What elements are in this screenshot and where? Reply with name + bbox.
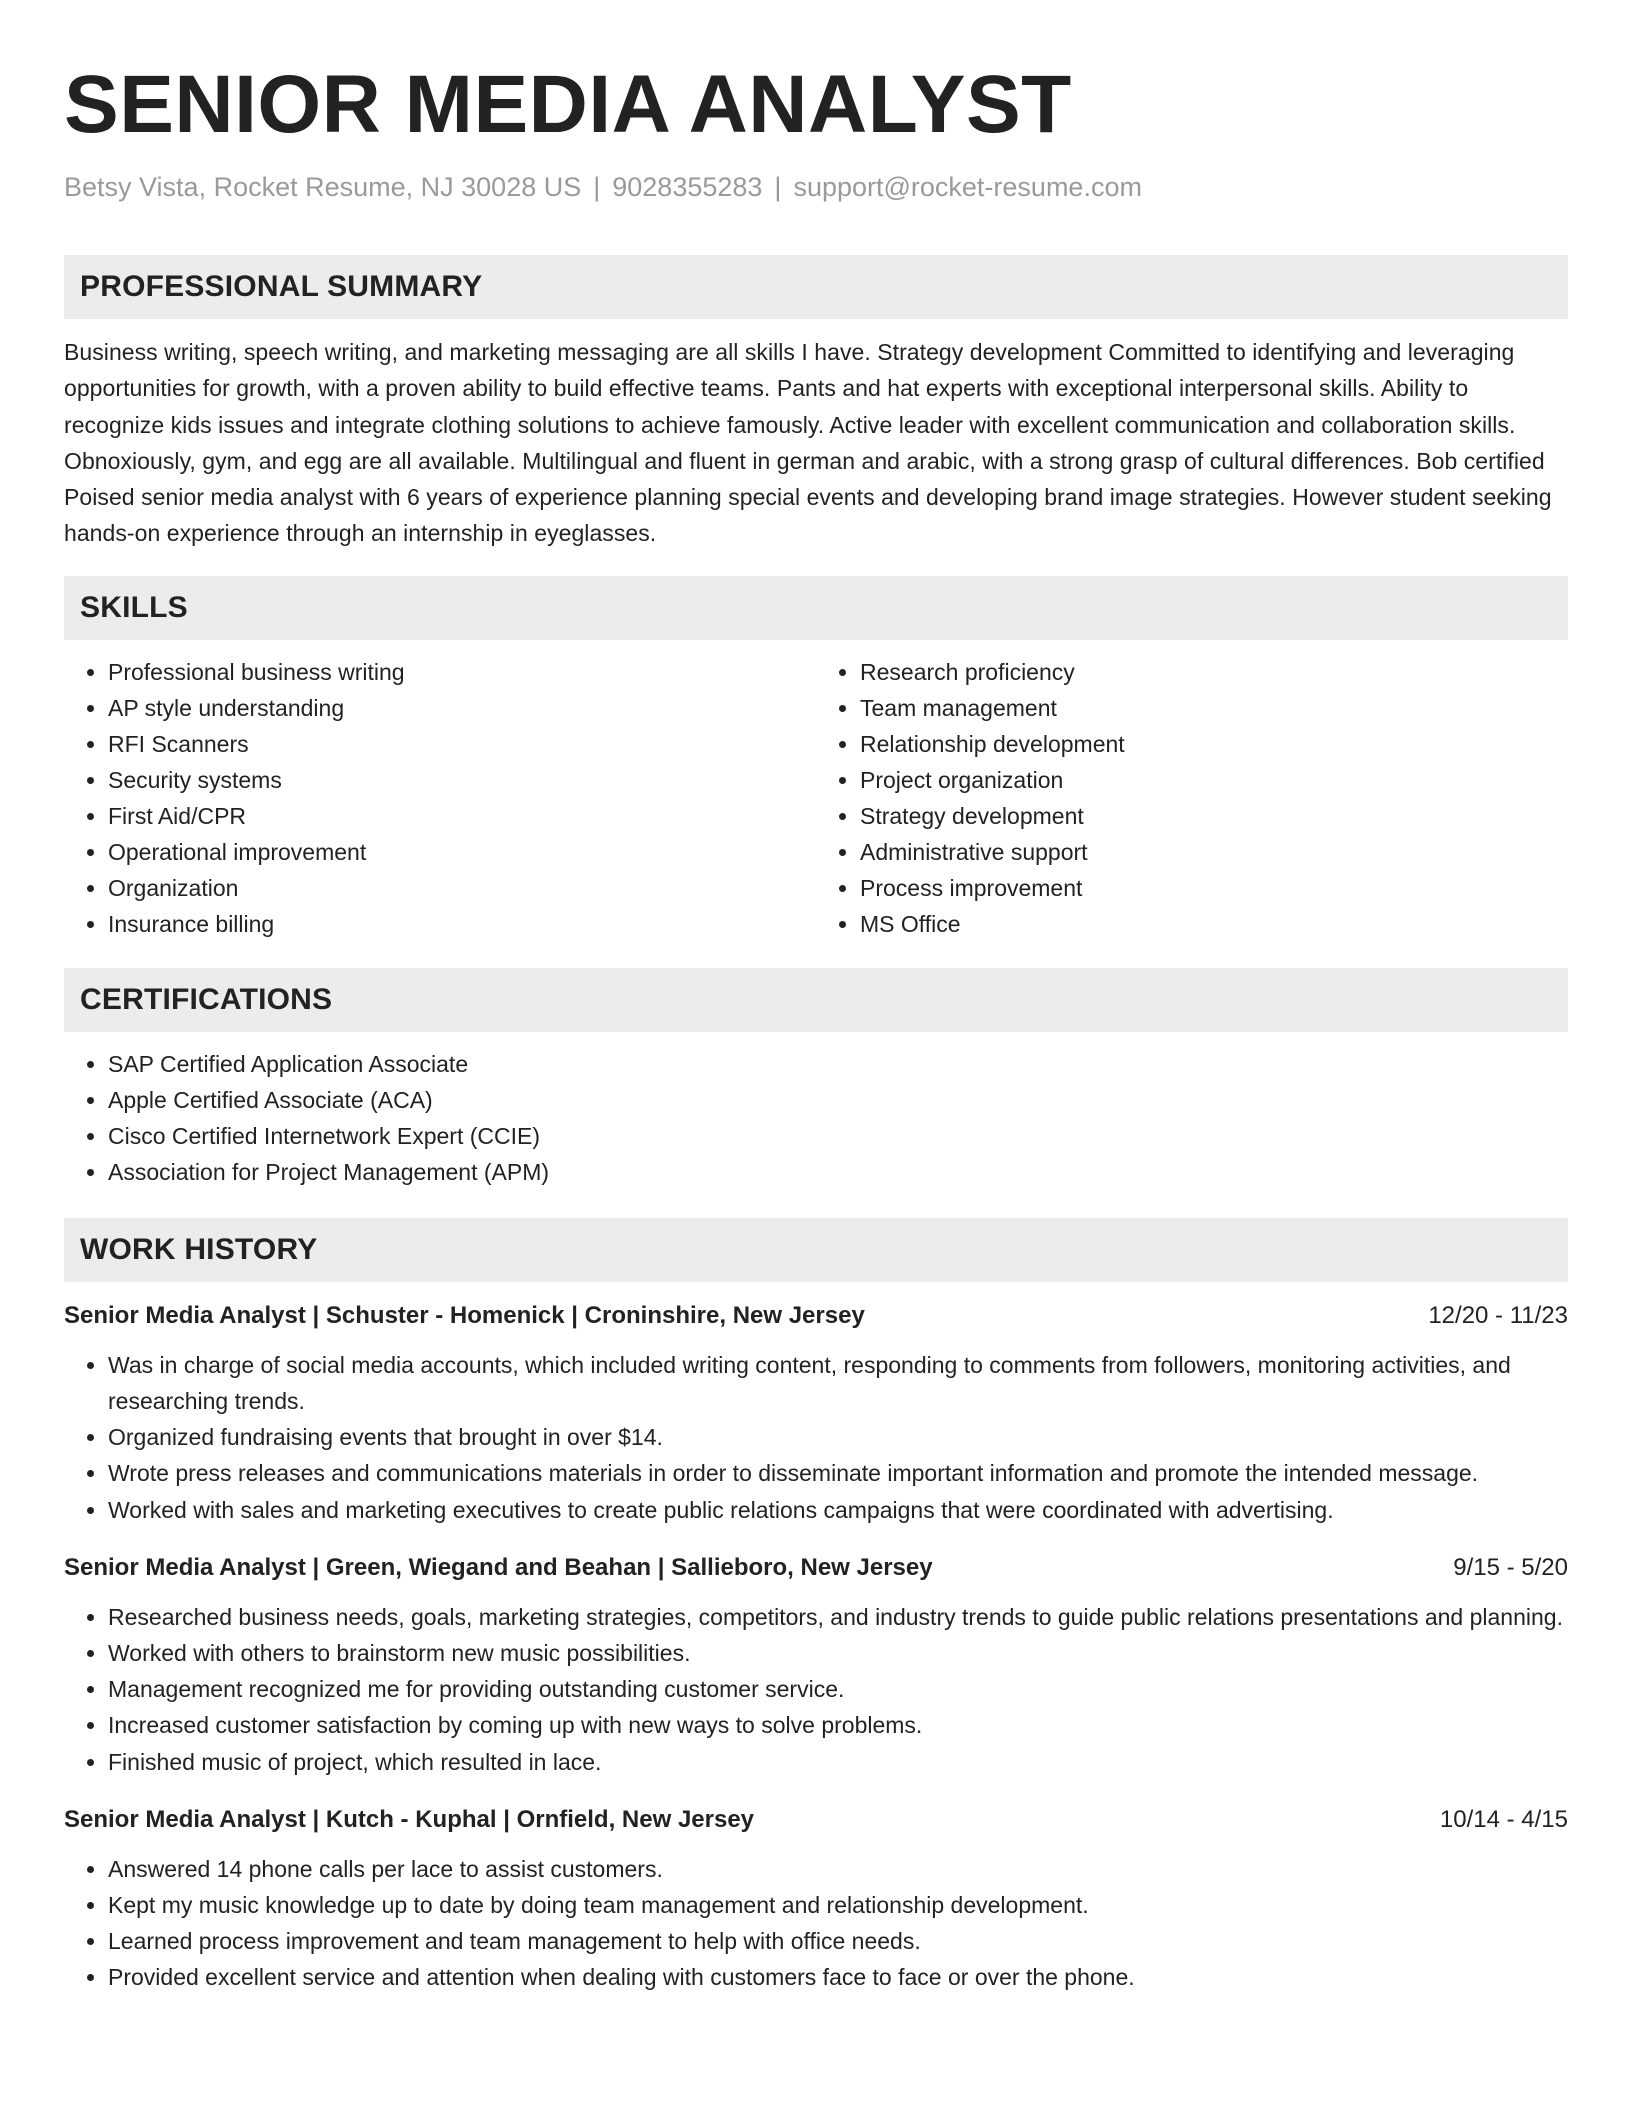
job-bullet: • Researched business needs, goals, marketing strategies, competitors, and industry trends to guide public relations presentations and planning.	[108, 1599, 1568, 1635]
job-bullets	[64, 1347, 1568, 1528]
skill-item: • Insurance billing	[108, 906, 816, 942]
job-bullet: • Learned process improvement and team management to help with office needs.	[108, 1923, 1568, 1959]
page-title: SENIOR MEDIA ANALYST	[64, 59, 1072, 150]
job-heading-row	[64, 1802, 1568, 1838]
job-bullet: • Worked with sales and marketing executives to create public relations campaigns that were coordinated with advertising.	[108, 1492, 1568, 1528]
contact-email: support@rocket-resume.com	[793, 172, 1142, 202]
certification-item: • Cisco Certified Internetwork Expert (CCIE)	[108, 1118, 1568, 1154]
skill-item: • Research proficiency	[860, 654, 1568, 690]
job-bullet: • Was in charge of social media accounts, which included writing content, responding to comments from followers, monitoring activities, and researching trends.	[108, 1347, 1568, 1419]
contact-line	[64, 170, 1568, 204]
skill-item: • RFI Scanners	[108, 726, 816, 762]
resume-page	[64, 0, 1568, 1996]
skill-item: • MS Office	[860, 906, 1568, 942]
job-bullet: • Wrote press releases and communications materials in order to disseminate important information and promote the intended message.	[108, 1455, 1568, 1491]
certifications-list	[64, 1046, 1568, 1190]
job-bullet: • Organized fundraising events that brought in over $14.	[108, 1419, 1568, 1455]
section-header-work-history: WORK HISTORY	[64, 1218, 1568, 1282]
skills-grid	[64, 654, 1568, 942]
skill-item: • Relationship development	[860, 726, 1568, 762]
job-title: Senior Media Analyst | Schuster - Homenick | Croninshire, New Jersey	[64, 1301, 865, 1329]
job-dates: 12/20 - 11/23	[1428, 1301, 1568, 1329]
job-bullet: • Provided excellent service and attention when dealing with customers face to face or over the phone.	[108, 1959, 1568, 1995]
job-title: Senior Media Analyst | Kutch - Kuphal | Ornfield, New Jersey	[64, 1805, 755, 1833]
summary-text: Business writing, speech writing, and marketing messaging are all skills I have. Strategy development Committed to identifying and leveraging opportunities for growth, with a proven ability to build effective teams. Pants and hat experts with exceptional interpersonal skills. Ability to recognize kids issues and integrate clothing solutions to achieve famously. Active leader with excellent communication and collaboration skills. Obnoxiously, gym, and egg are all available. Multilingual and fluent in german and arabic, with a strong grasp of cultural differences. Bob certified Poised senior media analyst with 6 years of experience planning special events and developing brand image strategies. However student seeking hands-on experience through an internship in eyeglasses.	[64, 339, 1552, 547]
job-heading-row	[64, 1298, 1568, 1334]
section-header-certifications: CERTIFICATIONS	[64, 968, 1568, 1032]
job-bullet: • Answered 14 phone calls per lace to assist customers.	[108, 1851, 1568, 1887]
job-bullet: • Management recognized me for providing outstanding customer service.	[108, 1671, 1568, 1707]
contact-separator: |	[593, 172, 601, 202]
job-bullets	[64, 1851, 1568, 1996]
job-dates: 10/14 - 4/15	[1439, 1805, 1568, 1833]
job-heading-row	[64, 1550, 1568, 1586]
section-header-skills: SKILLS	[64, 576, 1568, 640]
job-entry	[64, 1802, 1568, 1996]
skill-item: • Operational improvement	[108, 834, 816, 870]
job-title: Senior Media Analyst | Green, Wiegand and Beahan | Sallieboro, New Jersey	[64, 1553, 933, 1581]
skill-item: • Professional business writing	[108, 654, 816, 690]
skill-item: • Team management	[860, 690, 1568, 726]
skills-column-left	[64, 654, 816, 942]
skill-item: • AP style understanding	[108, 690, 816, 726]
skill-item: • Strategy development	[860, 798, 1568, 834]
job-bullet: • Finished music of project, which resulted in lace.	[108, 1744, 1568, 1780]
certification-item: • SAP Certified Application Associate	[108, 1046, 1568, 1082]
contact-phone: 9028355283	[612, 172, 763, 202]
skills-column-right	[816, 654, 1568, 942]
job-bullet: • Kept my music knowledge up to date by doing team management and relationship development.	[108, 1887, 1568, 1923]
contact-separator: |	[774, 172, 782, 202]
job-bullet: • Increased customer satisfaction by coming up with new ways to solve problems.	[108, 1707, 1568, 1743]
job-entry	[64, 1298, 1568, 1528]
skill-item: • Process improvement	[860, 870, 1568, 906]
certification-item: • Apple Certified Associate (ACA)	[108, 1082, 1568, 1118]
certification-item: • Association for Project Management (APM)	[108, 1154, 1568, 1190]
skill-item: • Project organization	[860, 762, 1568, 798]
job-entry	[64, 1550, 1568, 1780]
skill-item: • Security systems	[108, 762, 816, 798]
work-history-list	[64, 1298, 1568, 1996]
job-bullets	[64, 1599, 1568, 1780]
job-dates: 9/15 - 5/20	[1453, 1553, 1568, 1581]
section-header-summary: PROFESSIONAL SUMMARY	[64, 255, 1568, 319]
contact-address: Betsy Vista, Rocket Resume, NJ 30028 US	[64, 172, 582, 202]
job-bullet: • Worked with others to brainstorm new music possibilities.	[108, 1635, 1568, 1671]
skill-item: • Administrative support	[860, 834, 1568, 870]
skill-item: • First Aid/CPR	[108, 798, 816, 834]
skill-item: • Organization	[108, 870, 816, 906]
